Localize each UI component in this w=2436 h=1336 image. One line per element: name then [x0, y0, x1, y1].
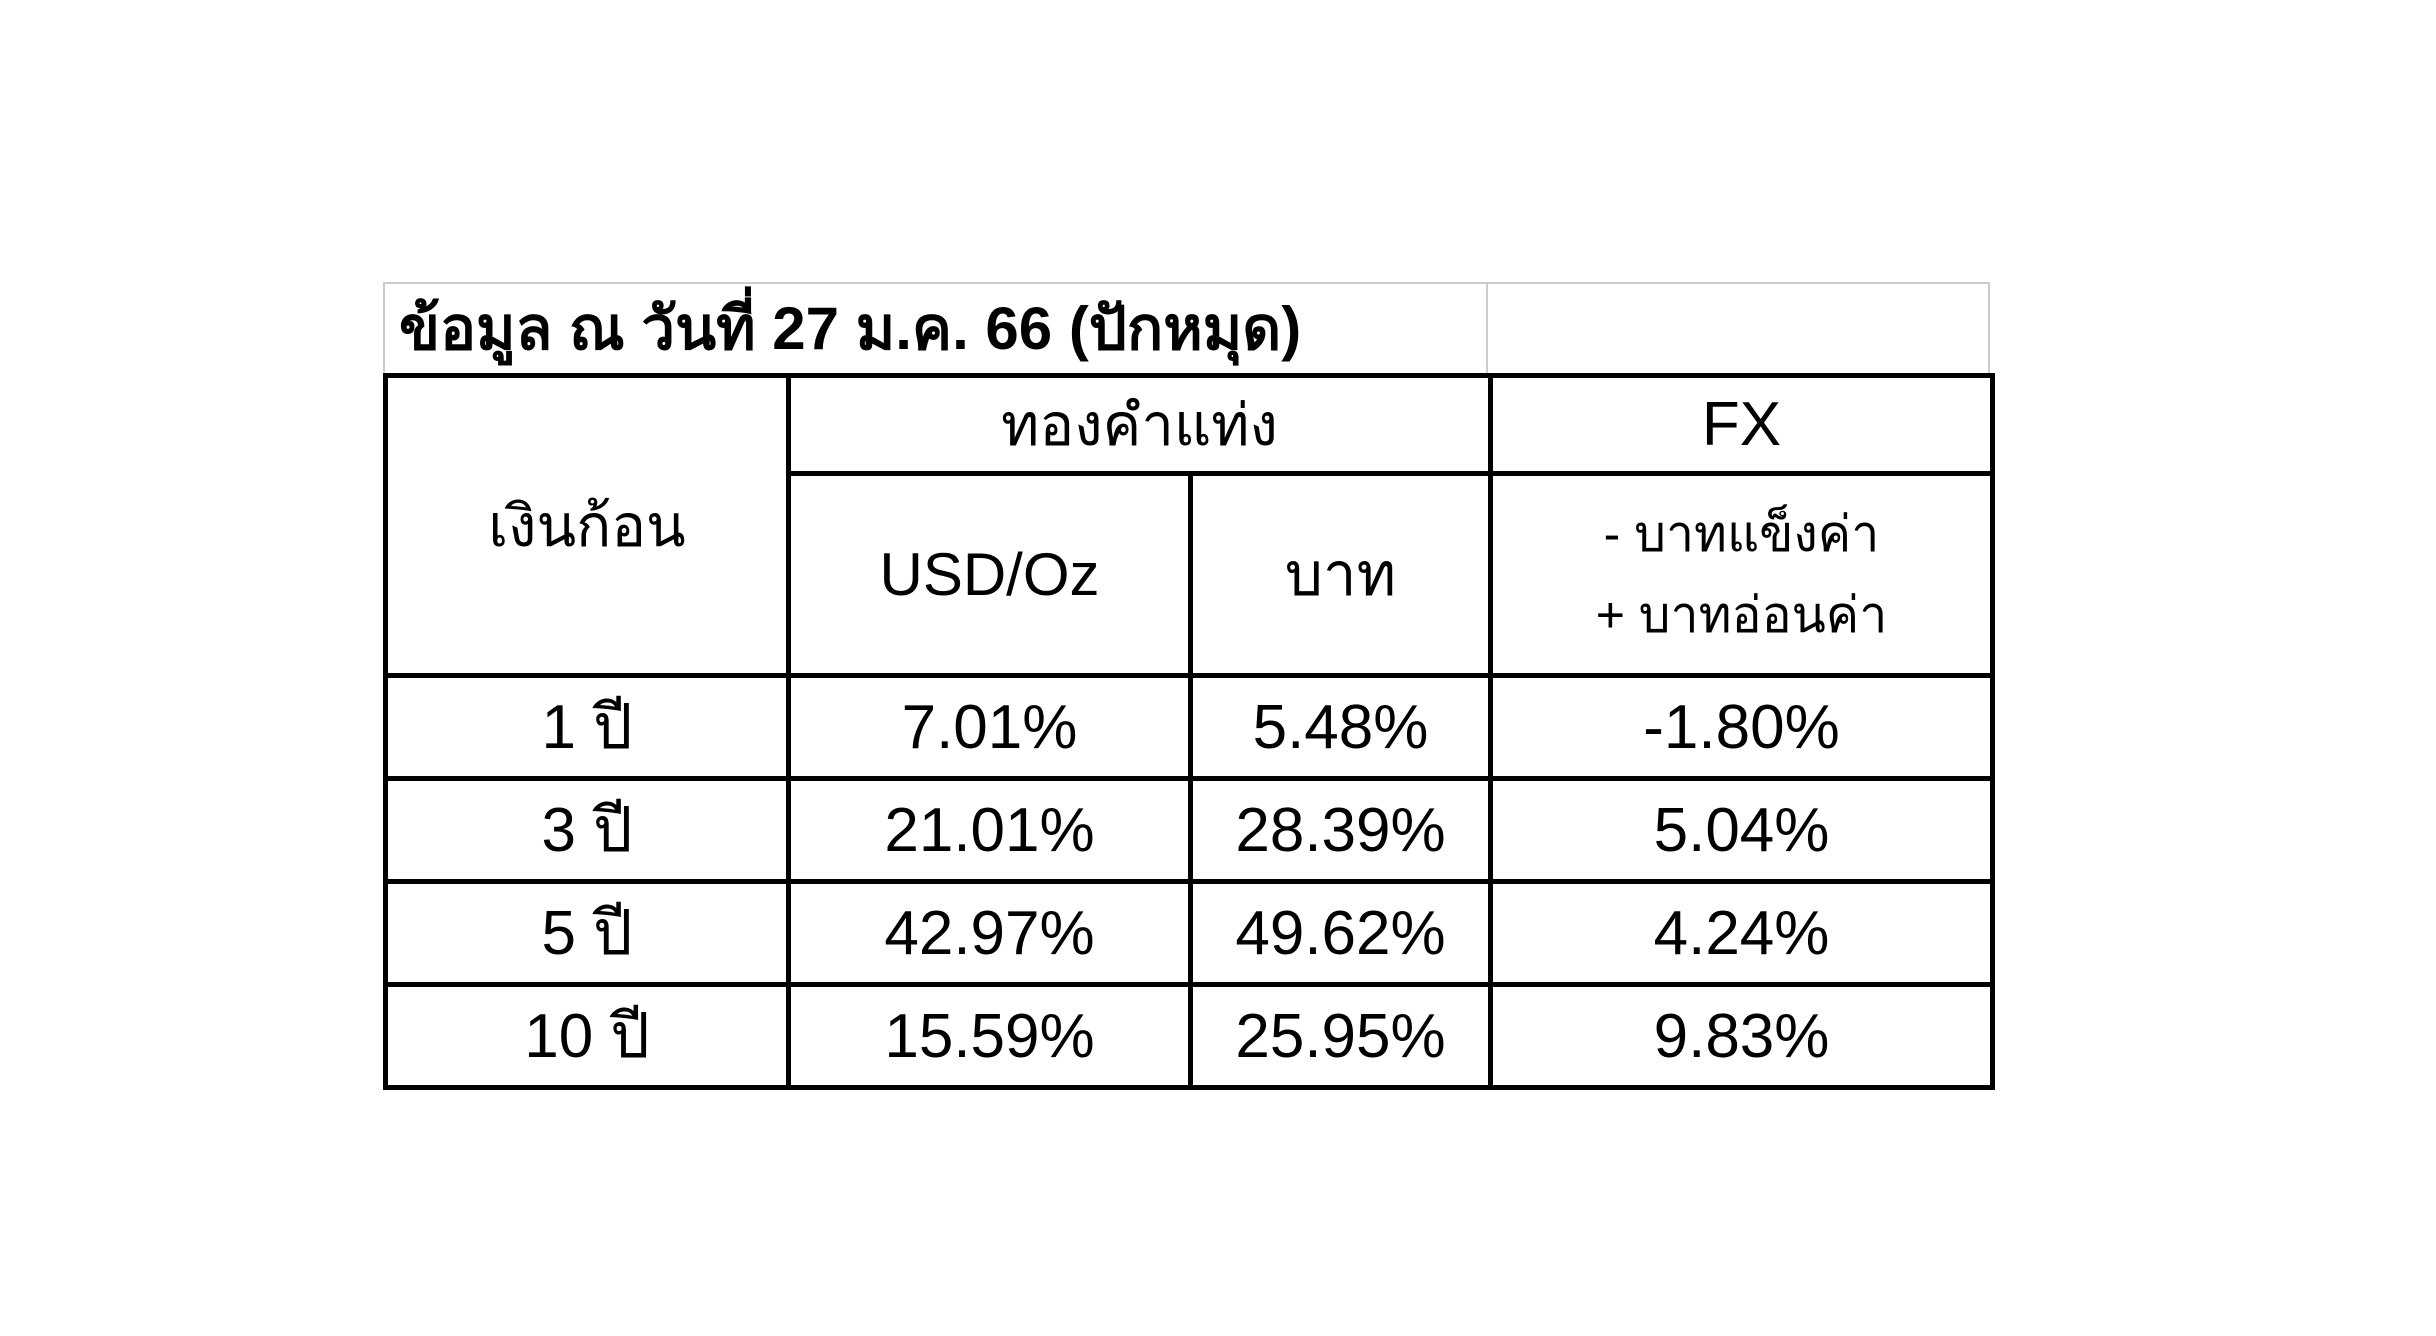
data-as-of-title: ข้อมูล ณ วันที่ 27 ม.ค. 66 (ปักหมุด) — [383, 282, 1488, 373]
col-group-gold-bar: ทองคำแท่ง — [789, 376, 1491, 474]
table-row-3y — [386, 779, 1993, 882]
cell-usd-oz: 7.01% — [789, 676, 1191, 779]
cell-usd-oz: 21.01% — [789, 779, 1191, 882]
header-group-row — [386, 376, 1993, 474]
table-row-10y — [386, 985, 1993, 1088]
cell-baht: 5.48% — [1191, 676, 1491, 779]
row-label: 5 ปี — [386, 882, 789, 985]
col-header-lumpsum: เงินก้อน — [386, 376, 789, 676]
cell-baht: 49.62% — [1191, 882, 1491, 985]
gold-returns-sheet — [383, 282, 1990, 1090]
col-group-fx: FX — [1491, 376, 1993, 474]
cell-baht: 25.95% — [1191, 985, 1491, 1088]
empty-cell — [1488, 282, 1990, 373]
fx-note-line-weaken: + บาทอ่อนค่า — [1595, 586, 1888, 643]
returns-table — [383, 373, 1995, 1090]
cell-fx: 9.83% — [1491, 985, 1993, 1088]
row-label: 3 ปี — [386, 779, 789, 882]
col-header-usd-oz: USD/Oz — [789, 474, 1191, 676]
row-label: 10 ปี — [386, 985, 789, 1088]
fx-note-line-strengthen: - บาทแข็งค่า — [1603, 505, 1880, 562]
cell-fx: -1.80% — [1491, 676, 1993, 779]
col-header-baht: บาท — [1191, 474, 1491, 676]
cell-usd-oz: 42.97% — [789, 882, 1191, 985]
table-row-1y — [386, 676, 1993, 779]
cell-baht: 28.39% — [1191, 779, 1491, 882]
col-header-fx-note — [1491, 474, 1993, 676]
cell-usd-oz: 15.59% — [789, 985, 1191, 1088]
table-row-5y — [386, 882, 1993, 985]
row-label: 1 ปี — [386, 676, 789, 779]
cell-fx: 4.24% — [1491, 882, 1993, 985]
title-row — [383, 282, 1990, 373]
cell-fx: 5.04% — [1491, 779, 1993, 882]
